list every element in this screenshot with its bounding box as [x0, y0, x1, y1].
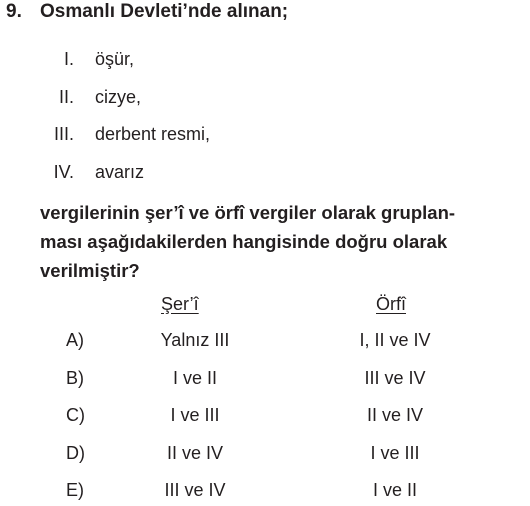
column-header-orfi: Örfî	[376, 294, 406, 314]
option-orfi-value: III ve IV	[364, 368, 426, 388]
answer-option-d[interactable]	[0, 443, 530, 469]
question-body-line: verilmiştir?	[40, 260, 140, 281]
option-orfi-value: I ve III	[370, 443, 420, 463]
option-orfi-value: I ve II	[372, 480, 417, 500]
question-body	[40, 198, 530, 285]
item-text: avarız	[95, 162, 145, 182]
item-numeral: I.	[63, 49, 74, 69]
option-orfi-value: II ve IV	[366, 405, 424, 425]
question-body-line: vergilerinin şer’î ve örfî vergiler olarak gruplan-	[40, 202, 456, 223]
question-body-line: ması aşağıdakilerden hangisinde doğru olarak	[40, 231, 448, 252]
item-numeral: III.	[53, 124, 74, 144]
option-letter: C)	[66, 405, 85, 425]
option-seri-value: Yalnız III	[160, 330, 230, 350]
option-letter: B)	[66, 368, 84, 388]
option-letter: D)	[66, 443, 85, 463]
option-orfi-value: I, II ve IV	[359, 330, 431, 350]
option-seri-value: I ve III	[170, 405, 220, 425]
option-letter: E)	[66, 480, 84, 500]
answer-option-e[interactable]	[0, 480, 530, 506]
question-number: 9.	[6, 1, 22, 22]
option-seri-value: II ve IV	[166, 443, 224, 463]
answer-option-b[interactable]	[0, 368, 530, 394]
option-letter: A)	[66, 330, 84, 350]
answer-option-a[interactable]	[0, 330, 530, 356]
item-numeral: II.	[58, 87, 74, 107]
column-header-seri: Şer’î	[161, 294, 199, 314]
option-seri-value: I ve II	[172, 368, 217, 388]
question-stem: Osmanlı Devleti’nde alınan;	[40, 1, 289, 22]
item-text: cizye,	[95, 87, 142, 107]
answer-option-c[interactable]	[0, 405, 530, 431]
item-text: derbent resmi,	[95, 124, 211, 144]
item-numeral: IV.	[53, 162, 74, 182]
option-seri-value: III ve IV	[164, 480, 226, 500]
item-text: öşür,	[95, 49, 135, 69]
